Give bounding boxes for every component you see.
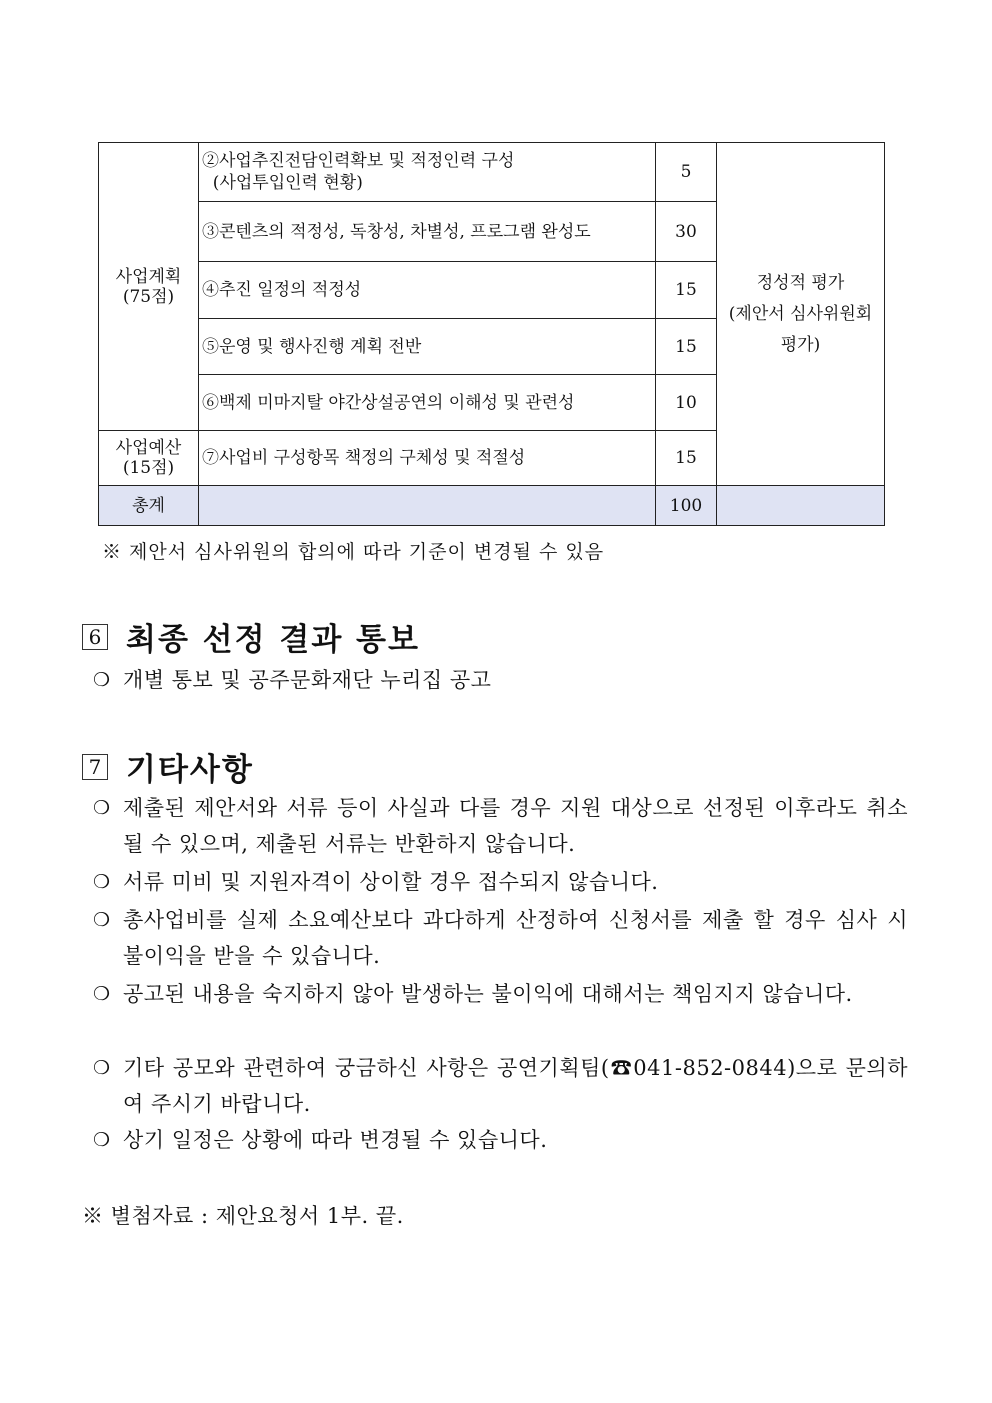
criteria-item: ④추진 일정의 적정성 [199, 262, 656, 319]
bullet-circle-icon: ❍ [93, 909, 111, 931]
list-item: ❍ 총사업비를 실제 소요예산보다 과다하게 산정하여 신청서를 제출 할 경우 심사 시 불이익을 받을 수 있습니다. [93, 902, 908, 974]
criteria-item: ②사업추진전담인력확보 및 적정인력 구성 (사업투입인력 현황) [199, 143, 656, 202]
criteria-score: 15 [656, 262, 717, 319]
list-item: ❍ 공고된 내용을 숙지하지 않아 발생하는 불이익에 대해서는 책임지지 않습니다. [93, 976, 908, 1012]
bullet-circle-icon: ❍ [93, 871, 111, 893]
total-score: 100 [656, 486, 717, 526]
section-title: 기타사항 [126, 752, 254, 788]
table-note: ※ 제안서 심사위원의 합의에 따라 기준이 변경될 수 있음 [102, 541, 605, 563]
section-number: 6 [82, 624, 108, 650]
total-label: 총계 [99, 486, 199, 526]
category-plan: 사업계획 (75점) [99, 143, 199, 431]
criteria-item: ⑥백제 미마지탈 야간상설공연의 이해성 및 관련성 [199, 375, 656, 431]
criteria-score: 15 [656, 431, 717, 486]
evaluation-method: 정성적 평가 (제안서 심사위원회 평가) [717, 143, 885, 486]
criteria-score: 5 [656, 143, 717, 202]
attachment-note: ※ 별첨자료 : 제안요청서 1부. 끝. [82, 1204, 404, 1228]
criteria-item: ⑦사업비 구성항목 책정의 구체성 및 적절성 [199, 431, 656, 486]
section-7-heading [82, 744, 254, 789]
list-item: ❍ 개별 통보 및 공주문화재단 누리집 공고 [93, 662, 908, 698]
section-title: 최종 선정 결과 통보 [126, 622, 420, 658]
total-empty-cell [717, 486, 885, 526]
bullet-circle-icon: ❍ [93, 1129, 111, 1151]
bullet-circle-icon: ❍ [93, 797, 111, 819]
bullet-circle-icon: ❍ [93, 1057, 111, 1079]
total-row [99, 486, 885, 526]
section-6-heading [82, 614, 420, 659]
list-item: ❍ 기타 공모와 관련하여 궁금하신 사항은 공연기획팀(☎041-852-0844)으로 문의하여 주시기 바랍니다. [93, 1050, 908, 1122]
criteria-score: 15 [656, 319, 717, 375]
list-item: ❍ 제출된 제안서와 서류 등이 사실과 다를 경우 지원 대상으로 선정된 이후라도 취소될 수 있으며, 제출된 서류는 반환하지 않습니다. [93, 790, 908, 862]
section-number: 7 [82, 754, 108, 780]
list-item: ❍ 서류 미비 및 지원자격이 상이할 경우 접수되지 않습니다. [93, 864, 908, 900]
list-item: ❍ 상기 일정은 상황에 따라 변경될 수 있습니다. [93, 1122, 908, 1158]
category-budget: 사업예산 (15점) [99, 431, 199, 486]
criteria-item: ③콘텐츠의 적정성, 독창성, 차별성, 프로그램 완성도 [199, 202, 656, 262]
criteria-score: 30 [656, 202, 717, 262]
total-empty-cell [199, 486, 656, 526]
bullet-circle-icon: ❍ [93, 983, 111, 1005]
bullet-circle-icon: ❍ [93, 669, 111, 691]
table-row [99, 143, 885, 202]
evaluation-table [98, 142, 885, 526]
criteria-item: ⑤운영 및 행사진행 계획 전반 [199, 319, 656, 375]
criteria-score: 10 [656, 375, 717, 431]
